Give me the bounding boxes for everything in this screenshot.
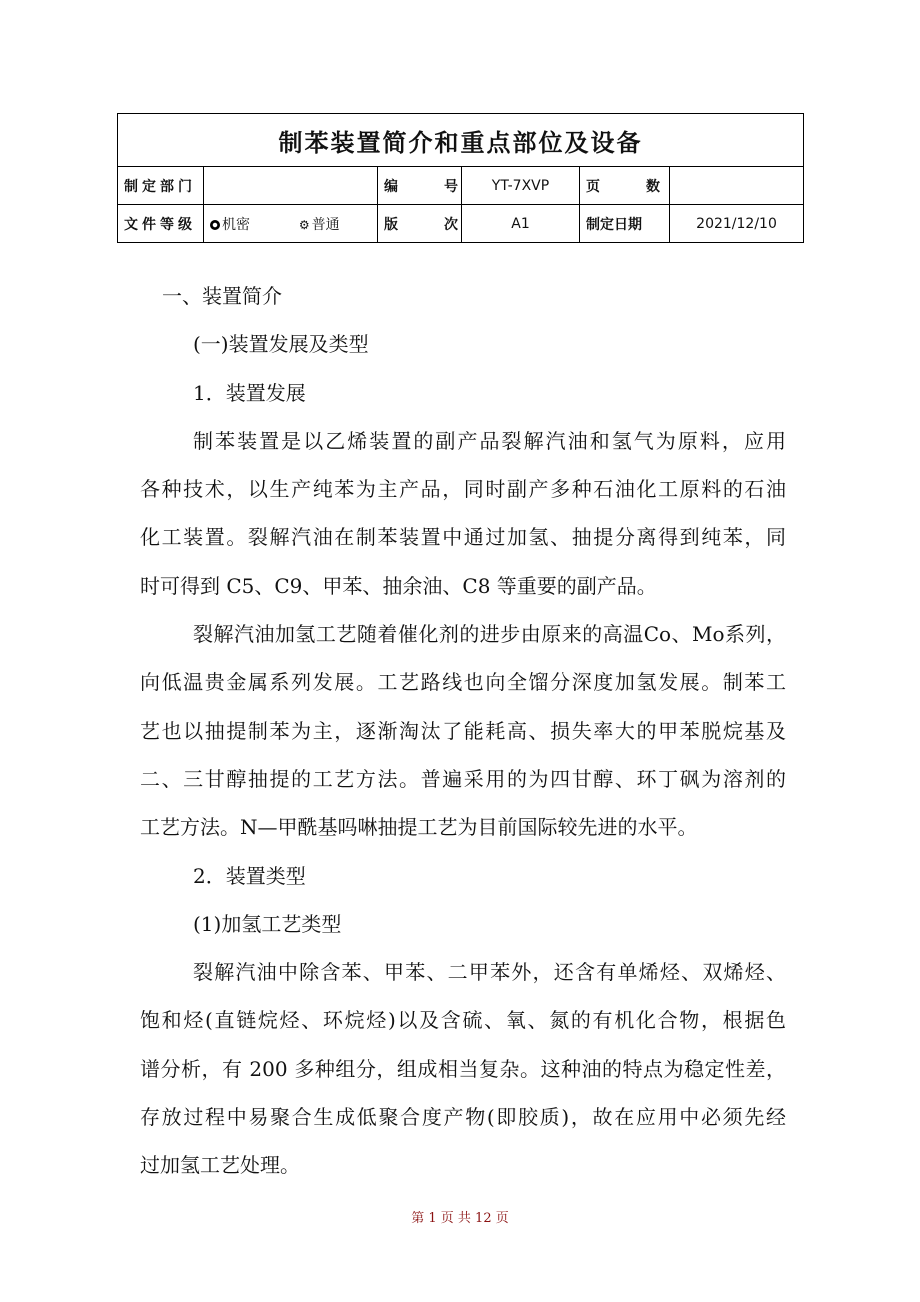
- date-label: 制定日期: [580, 205, 670, 243]
- version-label-part1: 版: [384, 216, 398, 233]
- level-option-normal: 普通: [311, 216, 340, 233]
- radio-checked-icon[interactable]: [210, 220, 220, 230]
- document-header-table: [117, 113, 804, 243]
- number-label-part2: 号: [444, 178, 458, 195]
- document-title: 制苯装置简介和重点部位及设备: [118, 114, 804, 167]
- pages-label-part2: 数: [646, 178, 660, 195]
- subsection-heading: (一)装置发展及类型: [193, 332, 369, 357]
- paragraph-line: 裂解汽油中除含苯、甲苯、二甲苯外，还含有单烯烃、双烯烃、: [193, 960, 786, 985]
- paragraph-line: 制苯装置是以乙烯装置的副产品裂解汽油和氢气为原料，应用: [193, 428, 786, 453]
- gear-icon[interactable]: ⚙: [298, 217, 310, 232]
- pages-label-part1: 页: [586, 178, 600, 195]
- paragraph-line: 过加氢工艺处理。: [140, 1153, 300, 1178]
- item-heading: 2．装置类型: [193, 863, 306, 888]
- paragraph-line: 存放过程中易聚合生成低聚合度产物(即胶质)，故在应用中必须先经: [140, 1105, 786, 1130]
- paragraph-line: 各种技术，以生产纯苯为主产品，同时副产多种石油化工原料的石油: [140, 477, 786, 502]
- document-body: [140, 272, 786, 1190]
- level-label: 文件等级: [118, 205, 204, 243]
- paragraph-line: 时可得到 C5、C9、甲苯、抽余油、C8 等重要的副产品。: [140, 573, 657, 598]
- number-value: YT-7XVP: [462, 167, 580, 205]
- pages-label: [580, 167, 670, 205]
- version-value: A1: [462, 205, 580, 243]
- paragraph-line: 二、三甘醇抽提的工艺方法。普遍采用的为四甘醇、环丁砜为溶剂的: [140, 766, 786, 791]
- paragraph-line: 艺也以抽提制苯为主，逐渐淘汰了能耗高、损失率大的甲苯脱烷基及: [140, 718, 786, 743]
- dept-value: [204, 167, 378, 205]
- number-label: [378, 167, 462, 205]
- number-label-part1: 编: [384, 178, 398, 195]
- item-subheading: (1)加氢工艺类型: [193, 911, 342, 936]
- section-heading: 一、装置简介: [162, 284, 282, 308]
- version-label: [378, 205, 462, 243]
- paragraph-line: 裂解汽油加氢工艺随着催化剂的进步由原来的高温Co、Mo系列，: [193, 622, 786, 647]
- version-label-part2: 次: [444, 216, 458, 233]
- paragraph-line: 向低温贵金属系列发展。工艺路线也向全馏分深度加氢发展。制苯工: [140, 670, 786, 695]
- paragraph-line: 饱和烃(直链烷烃、环烷烃)以及含硫、氧、氮的有机化合物，根据色: [140, 1008, 786, 1033]
- page-footer: 第 1 页 共 12 页: [411, 1211, 509, 1226]
- paragraph-line: 谱分析，有 200 多种组分，组成相当复杂。这种油的特点为稳定性差，: [140, 1056, 786, 1081]
- dept-label: 制定部门: [118, 167, 204, 205]
- level-option-confidential: 机密: [222, 216, 250, 233]
- date-value: 2021/12/10: [670, 205, 804, 243]
- paragraph-line: 工艺方法。N—甲酰基吗啉抽提工艺为目前国际较先进的水平。: [140, 815, 698, 840]
- paragraph-line: 化工装置。裂解汽油在制苯装置中通过加氢、抽提分离得到纯苯，同: [140, 525, 786, 550]
- pages-value: [670, 167, 804, 205]
- level-options: [204, 205, 378, 243]
- item-heading: 1．装置发展: [193, 380, 306, 405]
